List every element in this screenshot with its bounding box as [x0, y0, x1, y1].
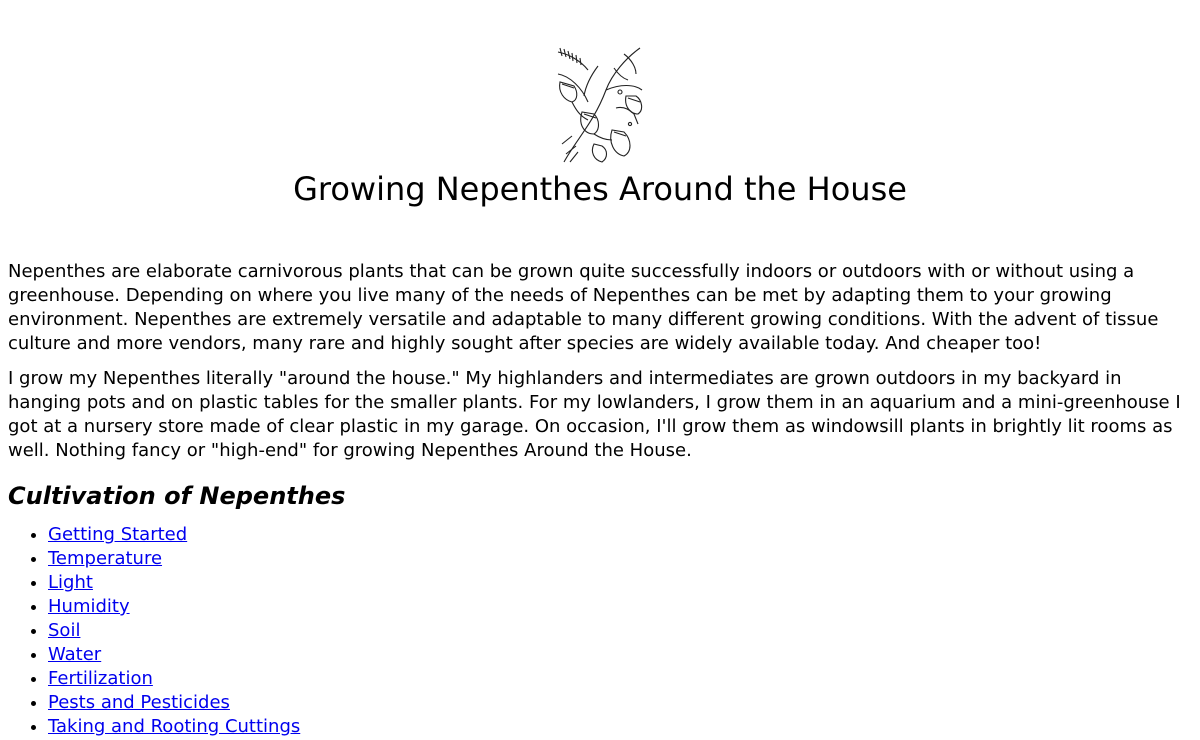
list-item: [48, 691, 1192, 715]
list-item: [48, 523, 1192, 547]
nepenthes-illustration-icon: [554, 44, 646, 166]
link-humidity[interactable]: Humidity: [48, 596, 130, 617]
link-light[interactable]: Light: [48, 572, 93, 593]
list-item: [48, 667, 1192, 691]
list-item: [48, 571, 1192, 595]
list-item: [48, 643, 1192, 667]
page-header: [0, 0, 1200, 208]
link-temperature[interactable]: Temperature: [48, 548, 163, 569]
link-taking-and-rooting-cuttings[interactable]: Taking and Rooting Cuttings: [48, 716, 301, 737]
list-item: [48, 547, 1192, 571]
intro-paragraph: Nepenthes are elaborate carnivorous plants that can be grown quite successfully indoors or outdoors with or without using a greenhouse. Depending on where you live many of the needs of Nepenthes can be met by adapting them to your growing environment. Nepenthes are extremely versatile and adaptable to many different growing conditions. With the advent of tissue culture and more vendors, many rare and highly sought after species are widely available today. And cheaper too!: [8, 261, 1159, 354]
page-title: Growing Nepenthes Around the House: [293, 170, 907, 208]
link-pests-and-pesticides[interactable]: Pests and Pesticides: [48, 692, 230, 713]
intro-paragraph: I grow my Nepenthes literally "around the house." My highlanders and intermediates are grown outdoors in my backyard in hanging pots and on plastic tables for the smaller plants. For my lowlanders, I grow them in an aquarium and a mini-greenhouse I got at a nursery store made of clear plastic in my garage. On occasion, I'll grow them as windowsill plants in brightly lit rooms as well. Nothing fancy or "high-end" for growing Nepenthes Around the House.: [8, 368, 1181, 461]
cultivation-link-list: [8, 523, 1192, 739]
section-heading: Cultivation of Nepenthes: [8, 482, 346, 510]
link-fertilization[interactable]: Fertilization: [48, 668, 153, 689]
link-water[interactable]: Water: [48, 644, 102, 665]
list-item: [48, 715, 1192, 739]
list-item: [48, 619, 1192, 643]
main-content: [0, 260, 1200, 739]
list-item: [48, 595, 1192, 619]
link-getting-started[interactable]: Getting Started: [48, 524, 188, 545]
link-soil[interactable]: Soil: [48, 620, 81, 641]
